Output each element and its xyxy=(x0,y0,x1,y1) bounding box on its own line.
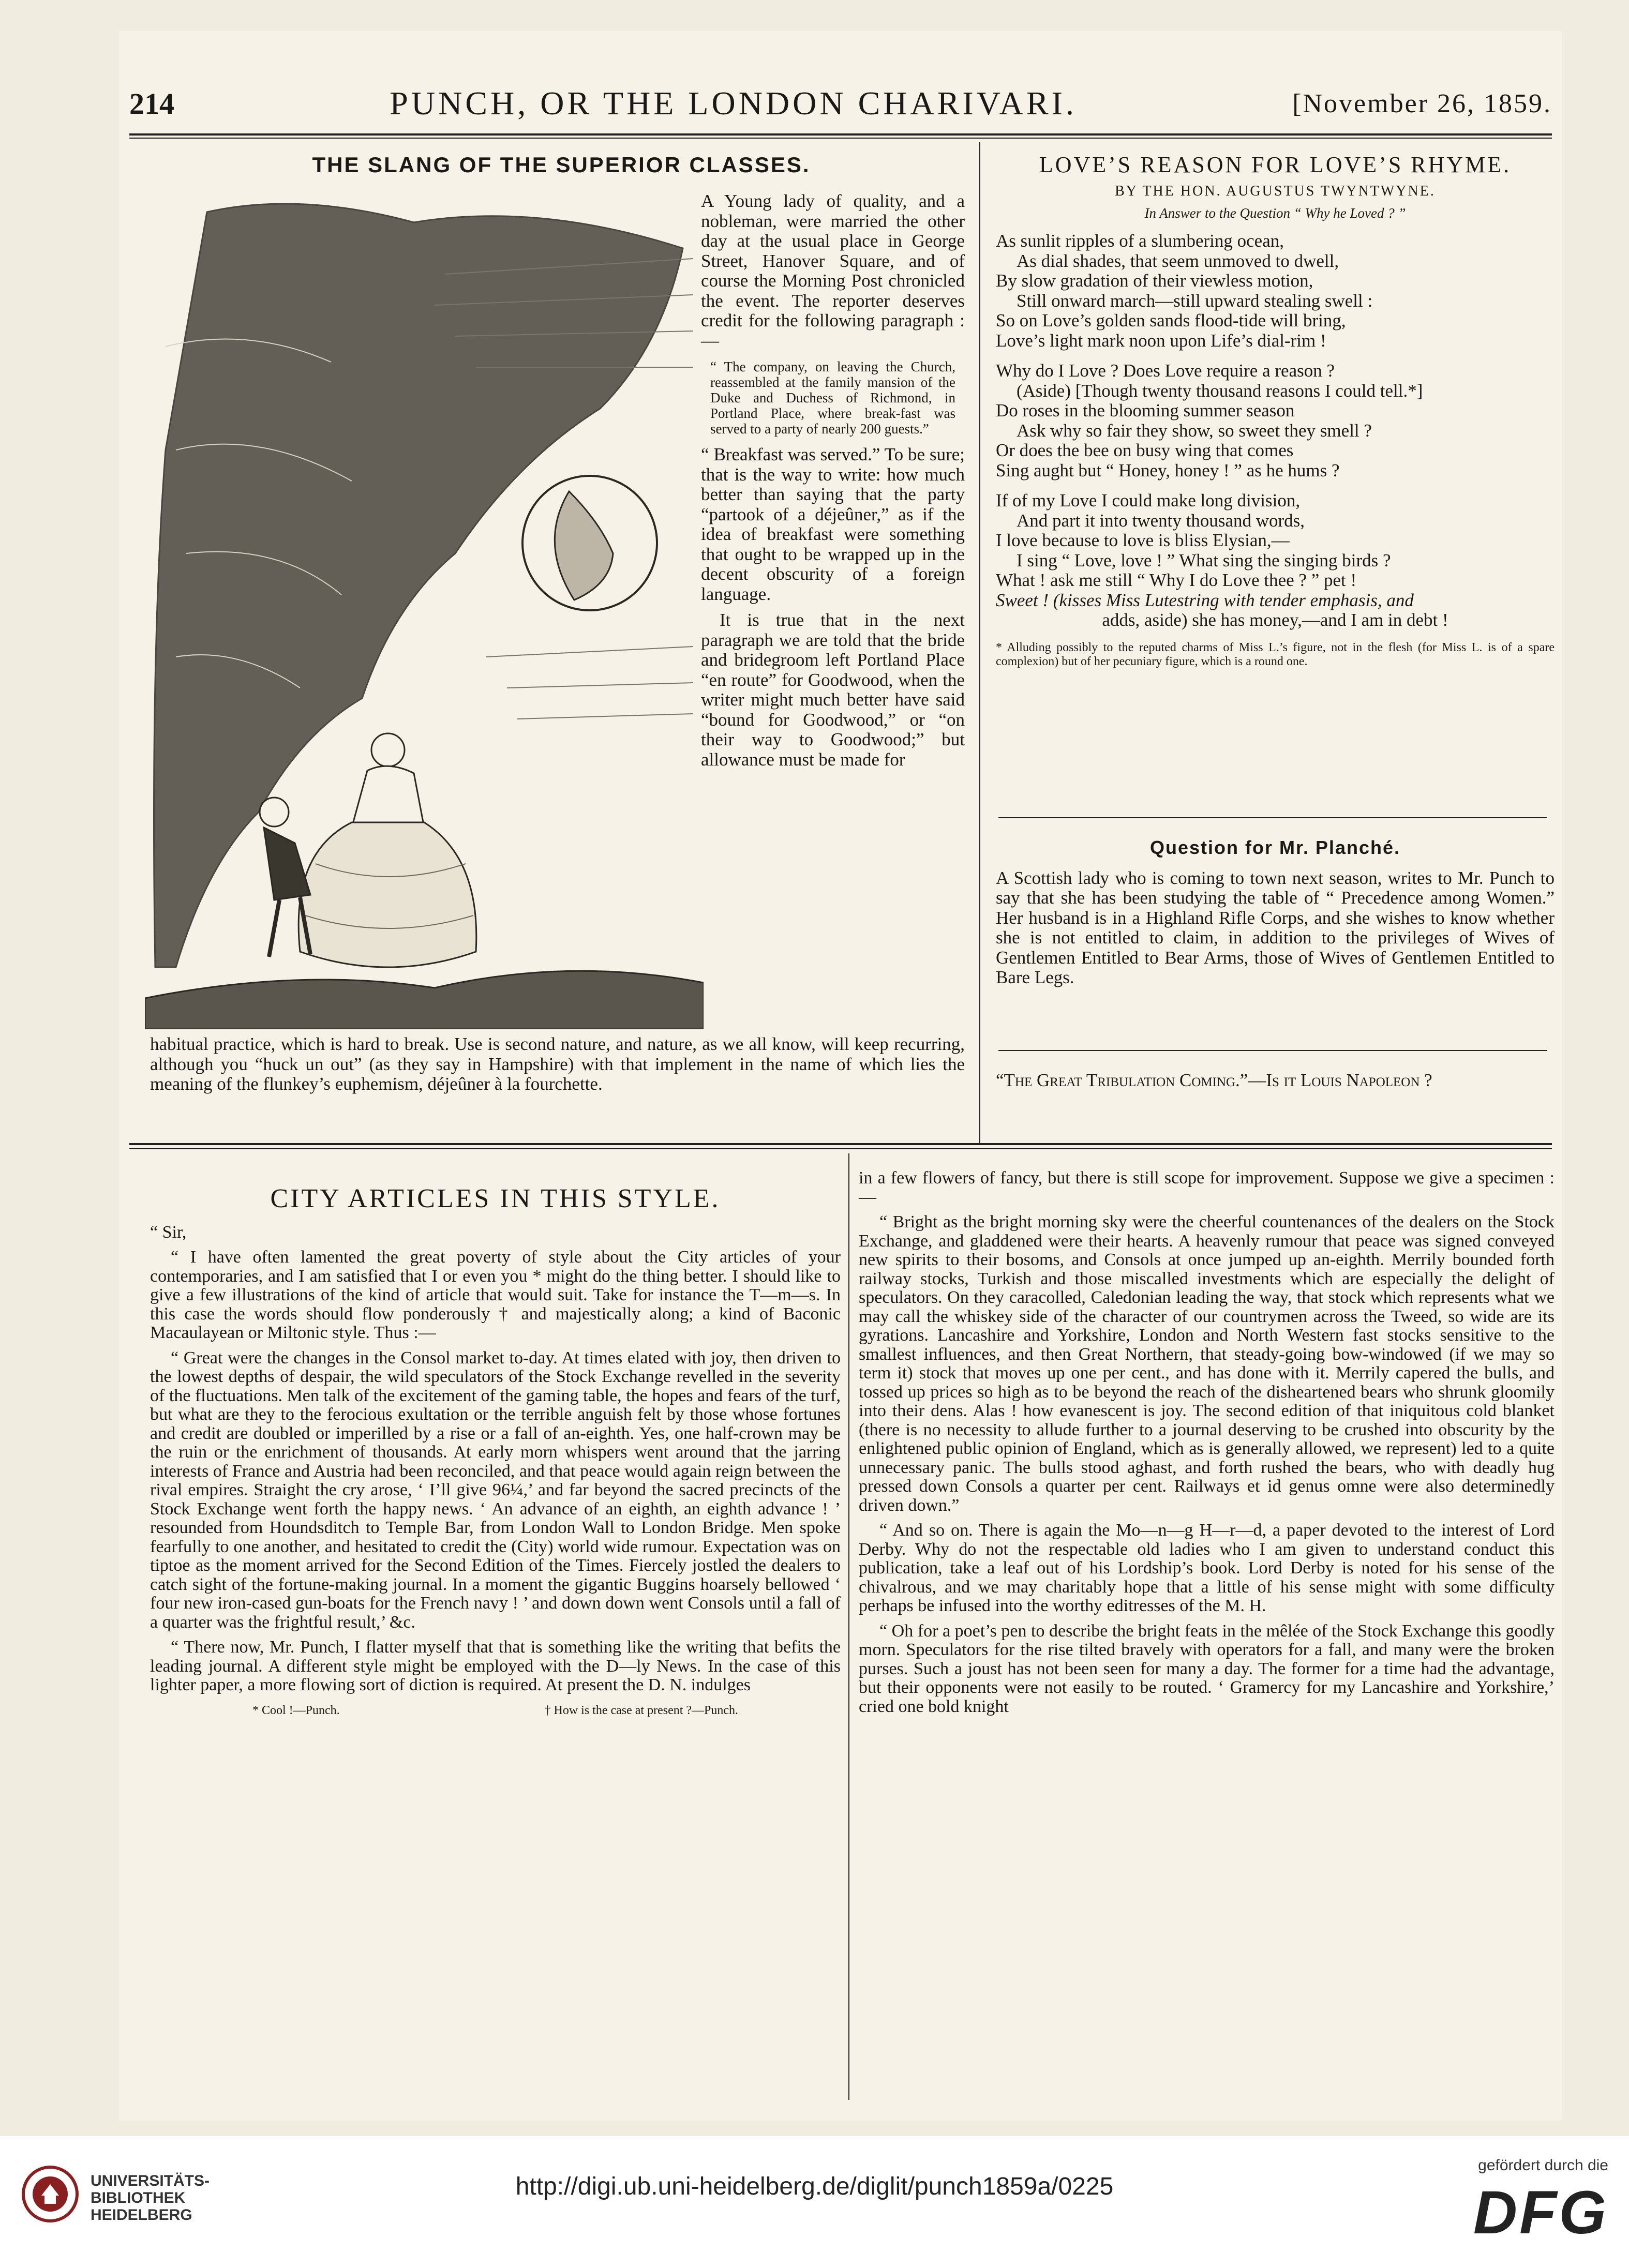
source-url-link[interactable]: http://digi.ub.uni-heidelberg.de/diglit/punch1859a/0225 xyxy=(515,2173,1114,2200)
library-name-line: HEIDELBERG xyxy=(91,2206,192,2224)
city-paragraph-4: in a few flowers of fancy, but there is still scope for improvement. Suppose we give a specimen :— xyxy=(859,1168,1555,1207)
slang-paragraph-4: habitual practice, which is hard to break. Use is second nature, and nature, as we all know, will keep recurring, although you “huck un out” (as they say in Hampshire) with that implement in the name of which lies the meaning of the flunkey’s euphemism, déjeûner à la fourchette. xyxy=(150,1034,965,1094)
poem-line: Or does the bee on busy wing that comes xyxy=(996,440,1294,460)
city-title: CITY ARTICLES IN THIS STYLE. xyxy=(270,1184,721,1213)
city-paragraph-6: “ And so on. There is again the Mo—n—g H—r—d, a paper devoted to the interest of Lord Derby. Why do not the respectable old ladies who I am given to understand conduct this publication, take a leaf out of his Lordship’s book. Lord Derby is noted for his sense of the chivalrous, and we may charitably hope that a little of his sense might with some difficulty perhaps be infused into the worthy editresses of the M. H. xyxy=(859,1521,1555,1615)
library-name-line: UNIVERSITÄTS- xyxy=(91,2172,210,2189)
tribulation-body: “The Great Tribulation Coming.”—Is it Louis Napoleon ? xyxy=(996,1070,1432,1090)
slang-paragraph-3: It is true that in the next paragraph we are told that the bride and bridegroom left Portland Place “en route” for Goodwood, when the writer might much better have said “bound for Goodwood,” or “on their way to Goodwood;” but allowance must be made for xyxy=(701,610,965,770)
moonlit-couple-engraving xyxy=(145,191,704,1029)
poem-line: If of my Love I could make long division, xyxy=(996,490,1301,510)
poem-stanza-3 xyxy=(996,491,1555,630)
poem-subtitle: In Answer to the Question “ Why he Loved ? ” xyxy=(1144,205,1406,221)
running-header xyxy=(129,75,1552,132)
poem-line: I love because to love is bliss Elysian,— xyxy=(996,530,1290,550)
middle-rule xyxy=(129,1143,1552,1145)
tribulation-note xyxy=(996,1071,1555,1097)
poem-line: Love’s light mark noon upon Life’s dial-rim ! xyxy=(996,330,1326,351)
city-articles-left xyxy=(150,1161,841,1720)
poem-line: Sweet ! (kisses Miss Lutestring with tender emphasis, and xyxy=(996,590,1414,610)
header-rule xyxy=(129,133,1552,136)
header-rule-thin xyxy=(129,138,1552,139)
page-number: 214 xyxy=(129,86,174,121)
slang-side-text xyxy=(701,191,965,776)
poem-line: I sing “ Love, love ! ” What sing the singing birds ? xyxy=(1017,550,1391,570)
funded-by-label: gefördert durch die xyxy=(1478,2157,1608,2174)
slang-paragraph-1: A Young lady of quality, and a nobleman, were married the other day at the usual place in George Street, Hanover Square, and of course the Morning Post chronicled the event. The reporter deserves credit for the following paragraph :— xyxy=(701,191,965,351)
city-footnote-1: * Cool !—Punch. xyxy=(252,1703,340,1717)
poem-line: By slow gradation of their viewless motion, xyxy=(996,271,1313,291)
poem-line: As sunlit ripples of a slumbering ocean, xyxy=(996,231,1284,251)
poem-line: adds, aside) she has money,—and I am in debt ! xyxy=(1102,610,1448,630)
slang-closing xyxy=(150,1034,965,1101)
planche-body: A Scottish lady who is coming to town next season, writes to Mr. Punch to say that she has been studying the table of “ Precedence among Women.” Her husband is in a Highland Rifle Corps, and she wishes to know whether she is not entitled to claim, in addition to the privileges of Wives of Gentlemen Entitled to Bear Arms, those of Wives of Gentlemen Entitled to Bare Legs. xyxy=(996,867,1555,987)
poem-title: LOVE’S REASON FOR LOVE’S RHYME. xyxy=(1039,152,1512,177)
city-articles-right xyxy=(859,1169,1555,1722)
column-divider-upper xyxy=(979,142,980,1143)
poem-line: What ! ask me still “ Why I do Love thee ? ” pet ! xyxy=(996,570,1357,590)
library-name-line: BIBLIOTHEK xyxy=(91,2189,186,2206)
planche-title: Question for Mr. Planché. xyxy=(1149,837,1401,858)
digitization-footer xyxy=(0,2136,1629,2268)
poem-byline: BY THE HON. AUGUSTUS TWYNTWYNE. xyxy=(1115,183,1436,199)
middle-rule-thin xyxy=(129,1148,1552,1149)
city-paragraph-5: “ Bright as the bright morning sky were the cheerful countenances of the dealers on the Stock Exchange, and gladdened were their hearts. A heavenly rumour that peace was signed conveyed new spirits to their bosoms, and Consols at once jumped up an-eighth. Merrily bounded forth railway stocks, Turkish and those miscalled investments which are especially the delight of speculators. On they caracolled, Caledonian leading the way, that stock which represents what we may call the whiskey side of the character of our countrymen across the Tweed, so wide are its gyrations. Lancashire and Yorkshire, London and North Western fast stocks sensitive to the smallest influences, and then Great Northern, that steady-going bow-windowed (if we may so term it) stock that moves up one per cent., and has done with it. Merrily capered the bulls, and tossed up prices so high as to be beyond the reach of the disheartened bears who shrunk gloomily into their dens. Alas ! how evanescent is joy. The second edition of that iniquitous cold blanket (there is no necessity to allude further to a journal deserving to be crushed into obscurity by the enlightened public opinion of England, which as is generally allowed, we represent) led to a quite unnecessary panic. The bulls stood aghast, and forth rushed the bears, who with deadly hug pressed down Consols a quarter per cent. Railways et id genus omne were also determinedly driven down.” xyxy=(859,1212,1555,1515)
city-footnotes xyxy=(150,1701,841,1720)
poem-line: Still onward march—still upward stealing swell : xyxy=(1017,290,1373,311)
poem-line: Do roses in the blooming summer season xyxy=(996,400,1295,420)
slang-article xyxy=(150,155,973,183)
city-paragraph-3: “ There now, Mr. Punch, I flatter myself that that is something like the writing that befits the leading journal. A different style might be employed with the D—ly News. In the case of this lighter paper, a more flowing sort of diction is required. At present the D. N. indulges xyxy=(150,1638,841,1694)
running-title: PUNCH, OR THE LONDON CHARIVARI. xyxy=(390,85,1077,122)
city-salutation: “ Sir, xyxy=(150,1222,187,1242)
poem-line: And part it into twenty thousand words, xyxy=(1017,510,1305,531)
funder-block xyxy=(1473,2157,1608,2248)
section-rule xyxy=(998,1050,1547,1051)
slang-quote: “ The company, on leaving the Church, reassembled at the family mansion of the Duke and Duchess of Richmond, in Portland Place, where break-fast was served to a party of nearly 200 guests.” xyxy=(710,359,955,437)
city-paragraph-7: “ Oh for a poet’s pen to describe the bright feats in the mêlée of the Stock Exchange this goodly morn. Speculators for the rise tilted bravely with operators for a fall, and many were the broken purses. Such a joust has not been seen for many a day. The former for a time had the advantage, but their opponents were not easily to be routed. ‘ Gramercy for my Lancashire and Yorkshire,’ cried one bold knight xyxy=(859,1621,1555,1716)
poem-line: Why do I Love ? Does Love require a reason ? xyxy=(996,361,1335,381)
poem-footnote: * Alluding possibly to the reputed charms of Miss L.’s figure, not in the flesh (for Miss L. is of a spare complexion) but of her pecuniary figure, which is a round one. xyxy=(996,640,1555,668)
dfg-logo: DFG xyxy=(1473,2179,1608,2247)
poem-line: Sing aught but “ Honey, honey ! ” as he hums ? xyxy=(996,460,1340,480)
poem-line: Ask why so fair they show, so sweet they smell ? xyxy=(1017,420,1372,441)
planche-article xyxy=(996,838,1555,994)
loves-reason-poem xyxy=(996,152,1555,675)
slang-paragraph-2: “ Breakfast was served.” To be sure; that is the way to write: how much better than saying that the party “partook of a déjeûner,” as if the idea of breakfast were something that ought to be wrapped up in the decent obscurity of a foreign language. xyxy=(701,444,965,604)
issue-date: [November 26, 1859. xyxy=(1292,88,1552,118)
poem-stanza-1 xyxy=(996,231,1555,351)
slang-title: THE SLANG OF THE SUPERIOR CLASSES. xyxy=(312,153,811,177)
poem-line: (Aside) [Though twenty thousand reasons I could tell.*] xyxy=(1017,380,1423,401)
poem-line: As dial shades, that seem unmoved to dwell, xyxy=(1017,250,1339,271)
city-footnote-2: † How is the case at present ?—Punch. xyxy=(544,1703,739,1717)
city-paragraph-1: “ I have often lamented the great poverty of style about the City articles of your contemporaries, and I am satisfied that I or even you * might do the thing better. I should like to give a few illustrations of the kind of article that would suit. Take for instance the T—m—s. In this case the words should flow ponderously † and majestically along; a kind of Baconic Macaulayean or Miltonic style. Thus :— xyxy=(150,1248,841,1342)
city-paragraph-2: “ Great were the changes in the Consol market to-day. At times elated with joy, then driven to the lowest depths of despair, the wild speculators of the Stock Exchange revelled in the severity of the fluctuations. Men talk of the excitement of the gaming table, the hopes and fears of the turf, but what are they to the ferocious exultation or the terrible anguish felt by those whose fortunes and credit are doubled or imperilled by a rise or a fall of an-eighth. Yes, one half-crown may be the ruin or the enrichment of thousands. At early morn whispers went around that the jarring interests of France and Austria had been reconciled, and that peace would again reign between the rival empires. Straight the cry arose, ‘ I’ll give 96¼,’ and far beyond the sacred precincts of the Stock Exchange went forth the happy news. ‘ An advance of an eighth, an eighth advance ! ’ resounded from Houndsditch to Temple Bar, from London Wall to London Bridge. Men spoke fearfully to one another, and hesitated to credit the (City) world wide rumour. Expectation was on tiptoe as the moment arrived for the Second Edition of the Times. Fiercely jostled the dealers to catch sight of the fortune-making journal. In a moment the gigantic Buggins hoarsely bellowed ‘ four new iron-cased gun-boats for the French navy ! ’ and down down went Consols until a fall of a quarter was the frightful result,’ &c. xyxy=(150,1348,841,1632)
column-divider-lower xyxy=(848,1153,849,2100)
poem-line: So on Love’s golden sands flood-tide will bring, xyxy=(996,310,1346,331)
poem-stanza-2 xyxy=(996,361,1555,480)
section-rule xyxy=(998,817,1547,818)
